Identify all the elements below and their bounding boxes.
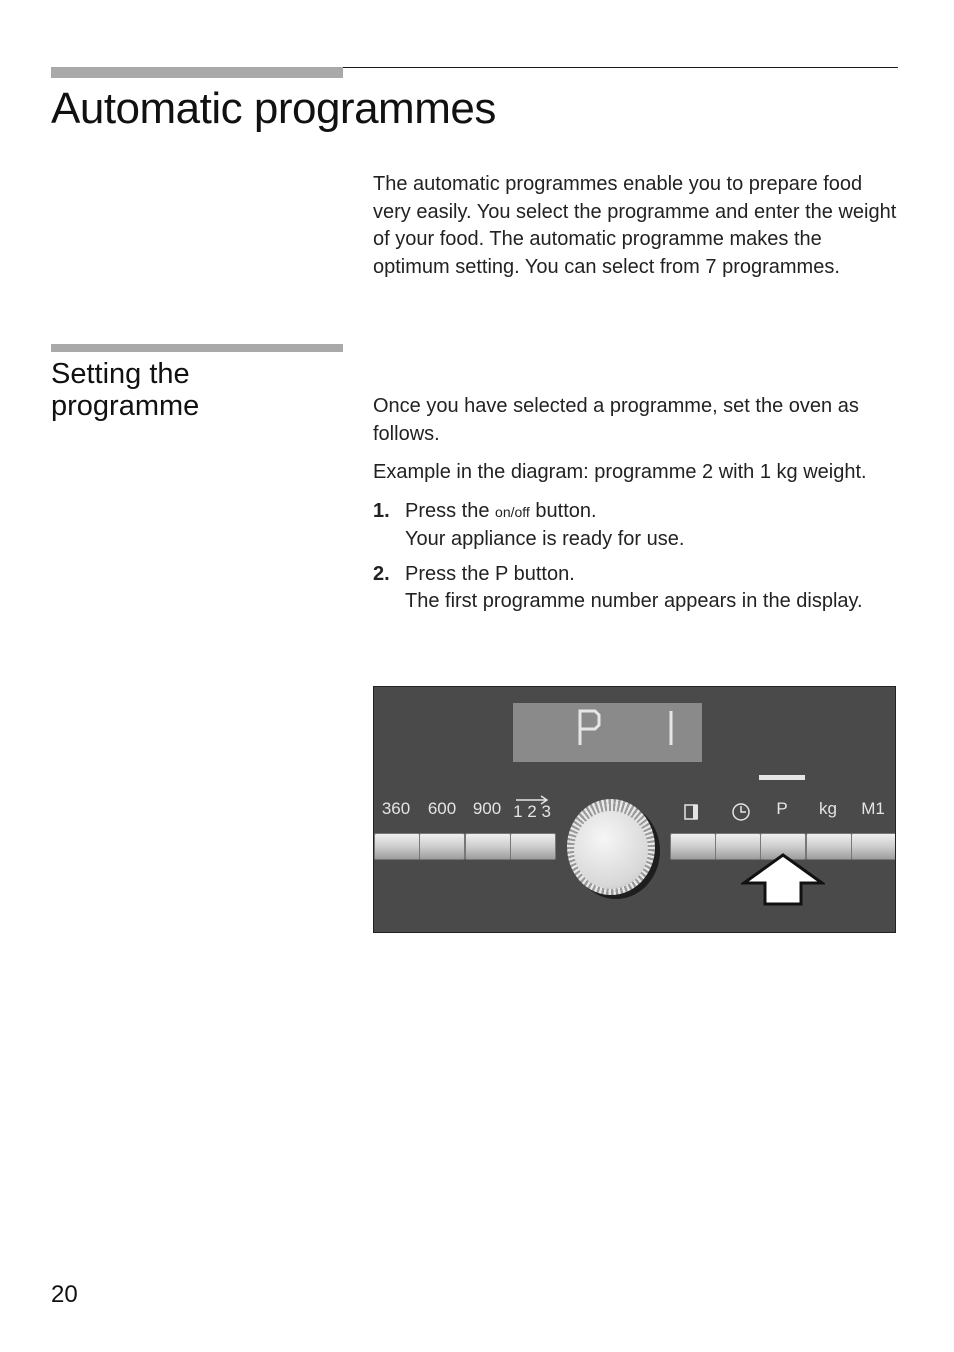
- label-600: 600: [427, 799, 457, 818]
- step-1: [373, 498, 898, 554]
- key-600[interactable]: [419, 833, 465, 860]
- step-number: 2.: [373, 562, 390, 585]
- step-text: button.: [508, 562, 575, 585]
- pointing-arrow-icon: [741, 853, 825, 907]
- clock-icon: [730, 801, 752, 823]
- knob-face: [574, 811, 648, 889]
- step-result: Your appliance is ready for use.: [405, 528, 685, 550]
- step-2: [373, 561, 898, 616]
- door-icon: [682, 803, 702, 821]
- key-900[interactable]: [465, 833, 511, 860]
- title-rule-thin: [343, 67, 898, 68]
- label-900: 900: [472, 799, 502, 818]
- step-text: Press the: [405, 499, 496, 522]
- arrow-123-icon: [514, 795, 550, 805]
- key-m1[interactable]: [851, 833, 896, 860]
- step-text: Press the: [405, 562, 496, 585]
- step-text: button.: [529, 499, 597, 522]
- section-rule: [51, 344, 343, 352]
- intro-paragraph: The automatic programmes enable you to prepare food very easily. You select the programme and enter the weight of your food. The automatic programme makes the optimum setting. You can select from 7 programmes.: [373, 173, 897, 278]
- onoff-symbol: on/off: [495, 503, 530, 520]
- label-p: P: [776, 799, 788, 818]
- step-result: The first programme number appears in the display.: [405, 590, 863, 612]
- oven-display: [513, 703, 702, 762]
- label-360: 360: [381, 799, 411, 818]
- key-123[interactable]: [510, 833, 556, 860]
- key-360[interactable]: [374, 833, 420, 860]
- label-123: 1 2 3: [513, 802, 551, 821]
- p-symbol: P: [495, 562, 509, 585]
- section-para-1: Once you have selected a programme, set the oven as follows.: [373, 395, 859, 445]
- step-number: 1.: [373, 499, 390, 522]
- page-title: Automatic programmes: [51, 84, 496, 133]
- section-body: [373, 393, 898, 623]
- section-heading: Setting the programme: [51, 358, 200, 422]
- key-door[interactable]: [670, 833, 716, 860]
- label-m1: M1: [861, 799, 885, 818]
- section-para-2: Example in the diagram: programme 2 with 1 kg weight.: [373, 461, 867, 483]
- title-rule-thick: [51, 67, 343, 78]
- page-number: 20: [51, 1281, 78, 1308]
- display-readout: [513, 703, 702, 762]
- label-kg: kg: [819, 799, 837, 818]
- step-list: [373, 498, 898, 616]
- control-panel-diagram: [373, 686, 896, 933]
- programme-indicator: [759, 775, 805, 780]
